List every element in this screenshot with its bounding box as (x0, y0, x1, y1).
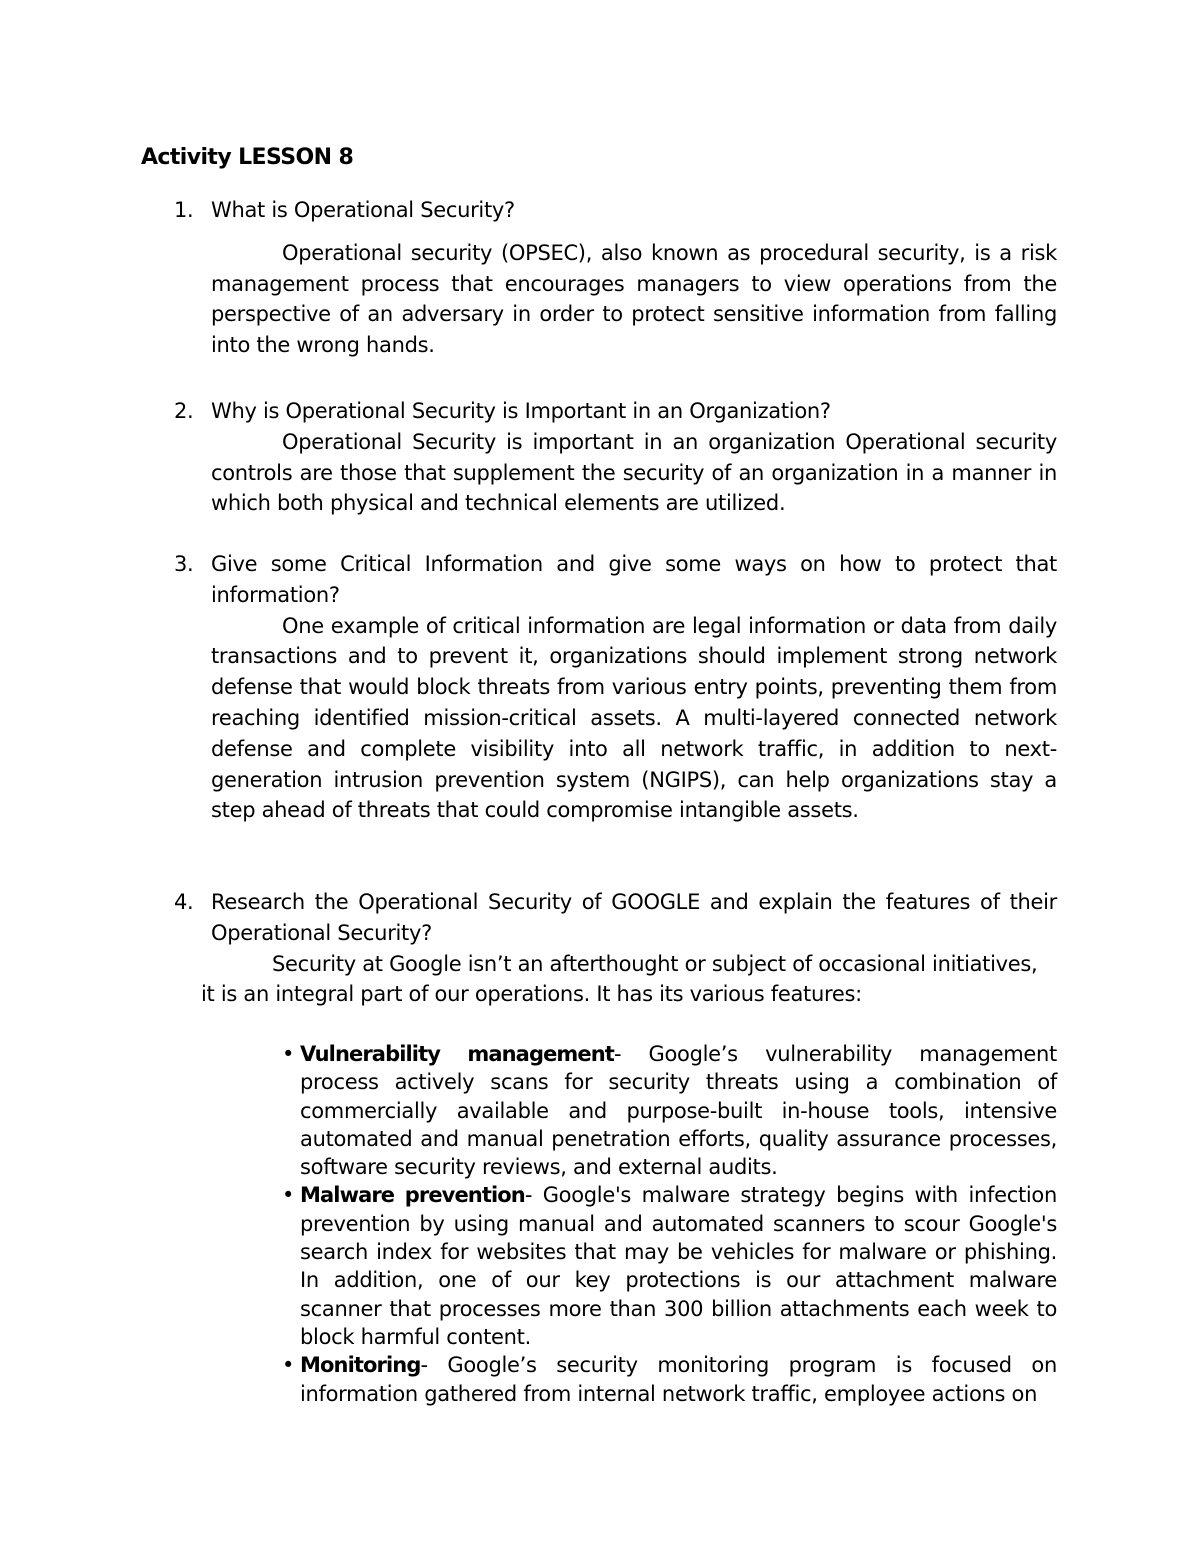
feature-list (280, 1040, 1057, 1408)
question-text: Give some Critical Information and give some ways on how to protect that information? (211, 552, 1057, 607)
bullet-icon: • (282, 1183, 295, 1208)
feature-term: Malware prevention (300, 1183, 525, 1208)
question-1 (174, 195, 1057, 361)
question-4 (174, 887, 1057, 1010)
feature-description: - Google's malware strategy begins with infection prevention by using manual and automated scanners to scour Google's search index for websites that may be vehicles for malware or phishing. In addition, one of our key protections is our attachment malware scanner that processes more than 300 billion attachments each week to block harmful content. (300, 1183, 1057, 1349)
page-title: Activity LESSON 8 (141, 145, 354, 170)
bullet-icon: • (282, 1353, 295, 1378)
answer-text: Operational Security is important in an organization Operational security controls are those that supplement the security of an organization in a manner in which both physical and technical elements are utilized. (211, 429, 1057, 516)
answer-text: Operational security (OPSEC), also known as procedural security, is a risk management process that encourages managers to view operations from the perspective of an adversary in order to protect sensitive information from falling into the wrong hands. (211, 240, 1057, 358)
question-number: 4. (174, 890, 194, 914)
answer-text: One example of critical information are legal information or data from daily transactions and to prevent it, organizations should implement strong network defense that would block threats from various entry points, preventing them from reaching identified mission-critical assets. A multi-layered connected network defense and complete visibility into all network traffic, in addition to next-generation intrusion prevention system (NGIPS), can help organizations stay a step ahead of threats that could compromise intangible assets. (211, 613, 1057, 823)
bullet-icon: • (282, 1042, 295, 1066)
feature-description: - Google’s security monitoring program is focused on information gathered from internal network traffic, employee actions on (300, 1353, 1057, 1406)
question-2 (174, 396, 1057, 519)
feature-item (280, 1181, 1057, 1351)
feature-description: - Google’s vulnerability management process actively scans for security threats using a combination of commercially available and purpose-built in-house tools, intensive automated and manual penetration efforts, quality assurance processes, software security reviews, and external audits. (300, 1042, 1057, 1180)
answer-text: Security at Google isn’t an afterthought or subject of occasional initiatives, it is an integral part of our operations. It has its various features: (201, 951, 1038, 1007)
question-number: 3. (174, 552, 194, 576)
feature-item (280, 1351, 1057, 1408)
question-3 (174, 549, 1057, 826)
feature-term: Vulnerability management (300, 1042, 614, 1066)
feature-item (280, 1040, 1057, 1181)
question-number: 1. (174, 198, 194, 222)
feature-term: Monitoring (300, 1353, 421, 1378)
question-text: What is Operational Security? (211, 198, 515, 222)
question-number: 2. (174, 399, 194, 423)
question-text: Why is Operational Security is Important in an Organization? (211, 399, 831, 423)
question-text: Research the Operational Security of GOOGLE and explain the features of their Operational Security? (211, 890, 1057, 945)
